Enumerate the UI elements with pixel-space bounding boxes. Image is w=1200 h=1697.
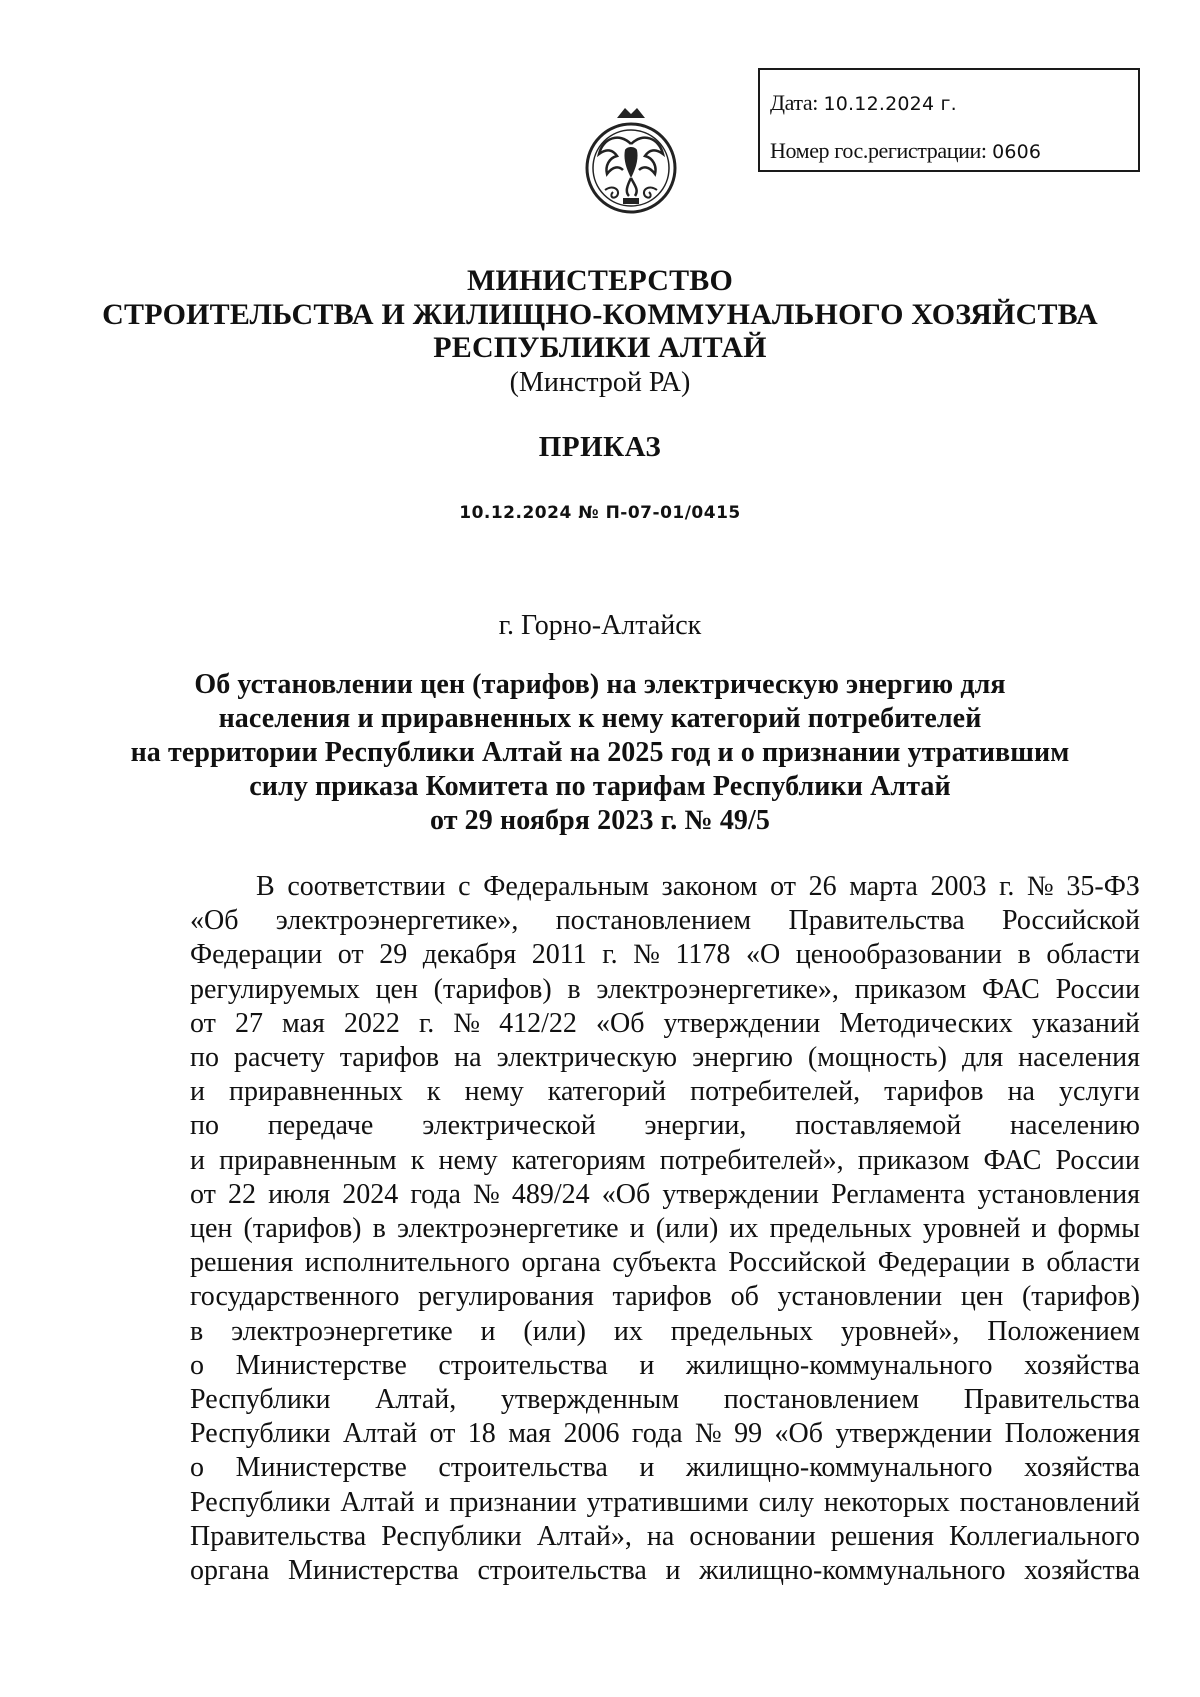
ministry-title-line-2: СТРОИТЕЛЬСТВА И ЖИЛИЩНО-КОММУНАЛЬНОГО ХОЗЯЙСТВА: [102, 298, 1098, 331]
body-line: Правительства Республики Алтай», на основании решения Коллегиального: [190, 1520, 1140, 1552]
body-line: В соответствии с Федеральным законом от 26 марта 2003 г. № 35-ФЗ: [256, 871, 1140, 902]
subject-line: на территории Республики Алтай на 2025 год и о признании утратившим: [130, 737, 1070, 768]
subject-line: силу приказа Комитета по тарифам Республики Алтай: [249, 771, 951, 802]
registration-date-row: [770, 90, 957, 117]
body-line: Республики Алтай от 18 мая 2006 года № 99 «Об утверждении Положения: [190, 1418, 1140, 1450]
body-line: от 22 июля 2024 года № 489/24 «Об утверждении Регламента установления: [190, 1178, 1140, 1210]
registration-date-value: 10.12.2024 г.: [823, 93, 957, 115]
body-line: государственного регулирования тарифов об установлении цен (тарифов): [190, 1281, 1140, 1313]
body-line: органа Министерства строительства и жилищно-коммунального хозяйства: [190, 1555, 1140, 1586]
registration-number-value: 0606: [992, 141, 1042, 163]
body-line: в электроэнергетике и (или) их предельных уровней», Положением: [190, 1315, 1140, 1347]
document-number: 10.12.2024 № П-07-01/0415: [459, 503, 741, 523]
body-line: от 27 мая 2022 г. № 412/22 «Об утверждении Методических указаний: [190, 1007, 1140, 1039]
registration-date-label: Дата:: [770, 90, 818, 115]
registration-stamp: [758, 68, 1140, 172]
body-line: по расчету тарифов на электрическую энергию (мощность) для населения: [190, 1042, 1140, 1073]
ministry-title-line-3: РЕСПУБЛИКИ АЛТАЙ: [433, 331, 767, 364]
body-line: о Министерстве строительства и жилищно-коммунального хозяйства: [190, 1349, 1140, 1381]
subject-line: от 29 ноября 2023 г. № 49/5: [429, 805, 771, 836]
body-line: «Об электроэнергетике», постановлением Правительства Российской: [190, 905, 1140, 937]
registration-number-row: [770, 138, 1041, 165]
ministry-title-line-1: МИНИСТЕРСТВО: [466, 264, 734, 297]
body-line: Республики Алтай, утвержденным постановлением Правительства: [190, 1384, 1140, 1415]
registration-number-label: Номер гос.регистрации:: [770, 138, 987, 163]
subject-line: населения и приравненных к нему категорий потребителей: [218, 703, 982, 734]
body-line: и приравненным к нему категориям потребителей», приказом ФАС России: [190, 1144, 1140, 1176]
body-line: регулируемых цен (тарифов) в электроэнергетике», приказом ФАС России: [190, 973, 1140, 1005]
coat-of-arms-icon: [583, 104, 679, 222]
body-line: Федерации от 29 декабря 2011 г. № 1178 «О ценообразовании в области: [190, 939, 1140, 971]
document-type-title: ПРИКАЗ: [538, 431, 662, 463]
body-line: Республики Алтай и признании утратившими силу некоторых постановлений: [190, 1486, 1140, 1518]
body-line: по передаче электрической энергии, поставляемой населению: [190, 1110, 1140, 1142]
body-line: и приравненных к нему категорий потребителей, тарифов на услуги: [190, 1076, 1140, 1108]
ministry-short-name: (Минстрой РА): [509, 367, 691, 398]
body-line: решения исполнительного органа субъекта Российской Федерации в области: [190, 1247, 1140, 1279]
body-line: о Министерстве строительства и жилищно-коммунального хозяйства: [190, 1452, 1140, 1484]
body-line: цен (тарифов) в электроэнергетике и (или) их предельных уровней и формы: [190, 1213, 1140, 1244]
document-city: г. Горно-Алтайск: [498, 610, 702, 641]
subject-line: Об установлении цен (тарифов) на электрическую энергию для: [194, 669, 1006, 700]
